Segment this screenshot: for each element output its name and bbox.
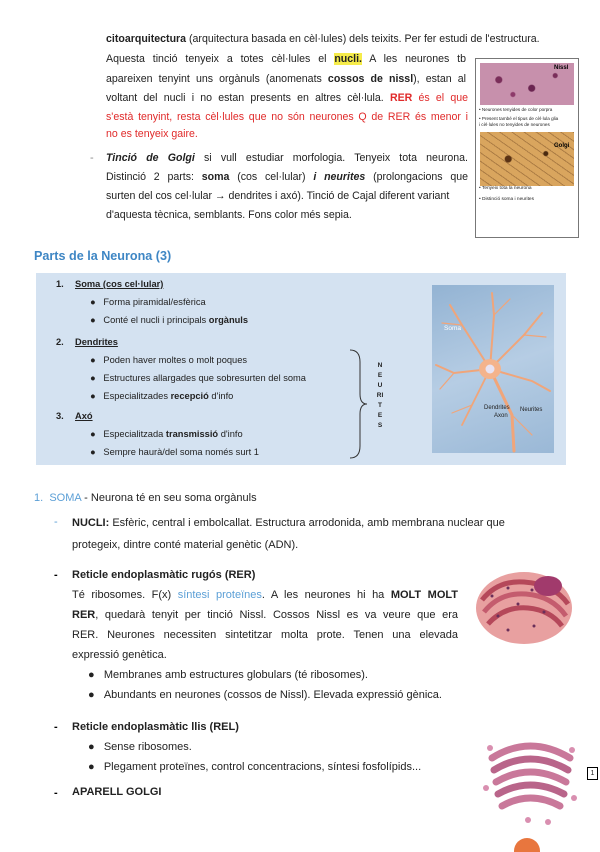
intro-line-2: Aquesta tinció tenyeix a totes cèl·lules el nucli. A les neurones tb [106, 53, 466, 65]
golgi-app-title: APARELL GOLGI [72, 786, 162, 798]
golgi-stain-image [480, 132, 574, 186]
rel-bullet-1: ● Sense ribosomes. [88, 741, 192, 753]
rer-dash: - [54, 569, 58, 581]
nissl-note-1: • Neurones tenyides de color porpra [479, 107, 553, 112]
item-2-label: Dendrites [75, 337, 118, 347]
golgi-apparatus-image [478, 728, 582, 832]
golgi-illustration [478, 728, 582, 832]
rer-line-3: RER. Neurones necessiten sintetitzar molta prote. Tenen una elevada [72, 629, 458, 641]
item-2-bullet-3: ● Especialitzades recepció d'info [90, 391, 234, 401]
rer-title: Reticle endoplasmàtic rugós (RER) [72, 569, 256, 581]
label-axon: Axon [494, 413, 508, 419]
nissl-note-2b: i cèl·lules no tenyides de neurones [479, 122, 550, 127]
nissl-label: Nissl [554, 65, 569, 71]
rer-illustration [468, 560, 578, 654]
neurites-brace [348, 348, 368, 460]
golgi-line-3: surten del cos cel·lular → dendrites i axó). Tinció de Cajal diferent variant [106, 190, 450, 202]
parts-box [36, 273, 566, 465]
item-3-bullet-2: ● Sempre haurà/del soma només surt 1 [90, 447, 259, 457]
intro-line-1: citoarquitectura (arquitectura basada en cèl·lules) dels teixits. Per fer estudi de l'estructura. [106, 33, 540, 45]
parts-title: Parts de la Neurona (3) [34, 249, 172, 263]
bottom-illustration-fragment [514, 838, 540, 852]
golgi-note-1: • Tenyeix tota la neurona [479, 186, 532, 191]
label-dendrites: Dendrites [484, 405, 510, 411]
rer-line-1: Té ribosomes. F(x) síntesi proteïnes. A les neurones hi ha MOLT MOLT [72, 589, 458, 601]
item-2-bullet-2: ● Estructures allargades que sobresurten del soma [90, 373, 306, 383]
neuron-illustration [432, 285, 554, 453]
item-2-number: 2. [56, 337, 64, 347]
nissl-note-2a: • Present també el tipus de cèl·lula glia [479, 116, 559, 121]
item-2-bullet-1: ● Poden haver moltes o molt poques [90, 355, 248, 365]
nucli-dash: - [54, 516, 58, 528]
golgi-app-dash: - [54, 787, 58, 799]
item-3-label: Axó [75, 411, 93, 421]
golgi-note-2: • Distinció soma i neurites [479, 197, 534, 202]
item-3-bullet-1: ● Especialitzada transmissió d'info [90, 429, 243, 439]
intro-line-6: no es tenyeix gaire. [106, 128, 198, 140]
intro-line-5: s'està tenyint, resta cèl·lules que no són neurones Q de RER és menor i [106, 111, 468, 123]
intro-line-3: apareixen tenyint uns orgànuls (anomenats cossos de nissl), estan al [106, 73, 466, 85]
label-neurites: Neurites [520, 407, 543, 413]
item-1-number: 1. [56, 279, 64, 289]
intro-line-4: voltant del nucli i no estan presents en altres cèl·lula. RER és el que [106, 92, 468, 104]
page-marker-box: 1 [587, 767, 598, 780]
item-1-label: Soma (cos cel·lular) [75, 279, 164, 289]
label-soma: Soma [444, 325, 461, 332]
item-1-bullet-1: ● Forma piramidal/esfèrica [90, 297, 206, 307]
golgi-line-2: Distinció 2 parts: soma (cos cel·lular) i neurites (prolongacions que [106, 171, 468, 183]
rer-bullet-2: ● Abundants en neurones (cossos de Nissl). Elevada expressió gènica. [88, 689, 442, 701]
rer-bullet-1: ● Membranes amb estructures globulars (té ribosomes). [88, 669, 368, 681]
rel-bullet-2: ● Plegament proteïnes, control concentracions, síntesi fosfolípids... [88, 761, 422, 773]
rer-line-4: expressió genètica. [72, 649, 167, 661]
rel-dash: - [54, 721, 58, 733]
golgi-dash: - [90, 152, 94, 164]
soma-heading: 1. SOMA - Neurona té en seu soma orgànuls [34, 492, 257, 504]
item-1-bullet-2: ● Conté el nucli i principals orgànuls [90, 315, 249, 325]
item-3-number: 3. [56, 411, 64, 421]
neurites-vertical-label: NEURITES [376, 362, 384, 429]
nucli-line-1: NUCLI: Esfèric, central i embolcallat. Estructura arrodonida, amb membrana nuclear que [72, 517, 505, 529]
nucli-line-2: protegeix, dintre conté material genètic (ADN). [72, 539, 299, 551]
golgi-line-1: Tinció de Golgi si vull estudiar morfologia. Tenyeix tota neurona. [106, 152, 468, 164]
rel-title: Reticle endoplasmàtic llis (REL) [72, 721, 239, 733]
neuron-image [432, 285, 554, 453]
golgi-line-4: d'aquesta tècnica, semblants. Fons color més sepia. [106, 209, 352, 221]
stain-comparison-figure [475, 58, 579, 238]
rer-image [468, 560, 578, 654]
rer-line-2: RER, quedarà tenyit per tinció Nissl. Cossos Nissl es va veure que era [72, 609, 458, 621]
golgi-label: Golgi [554, 143, 570, 149]
